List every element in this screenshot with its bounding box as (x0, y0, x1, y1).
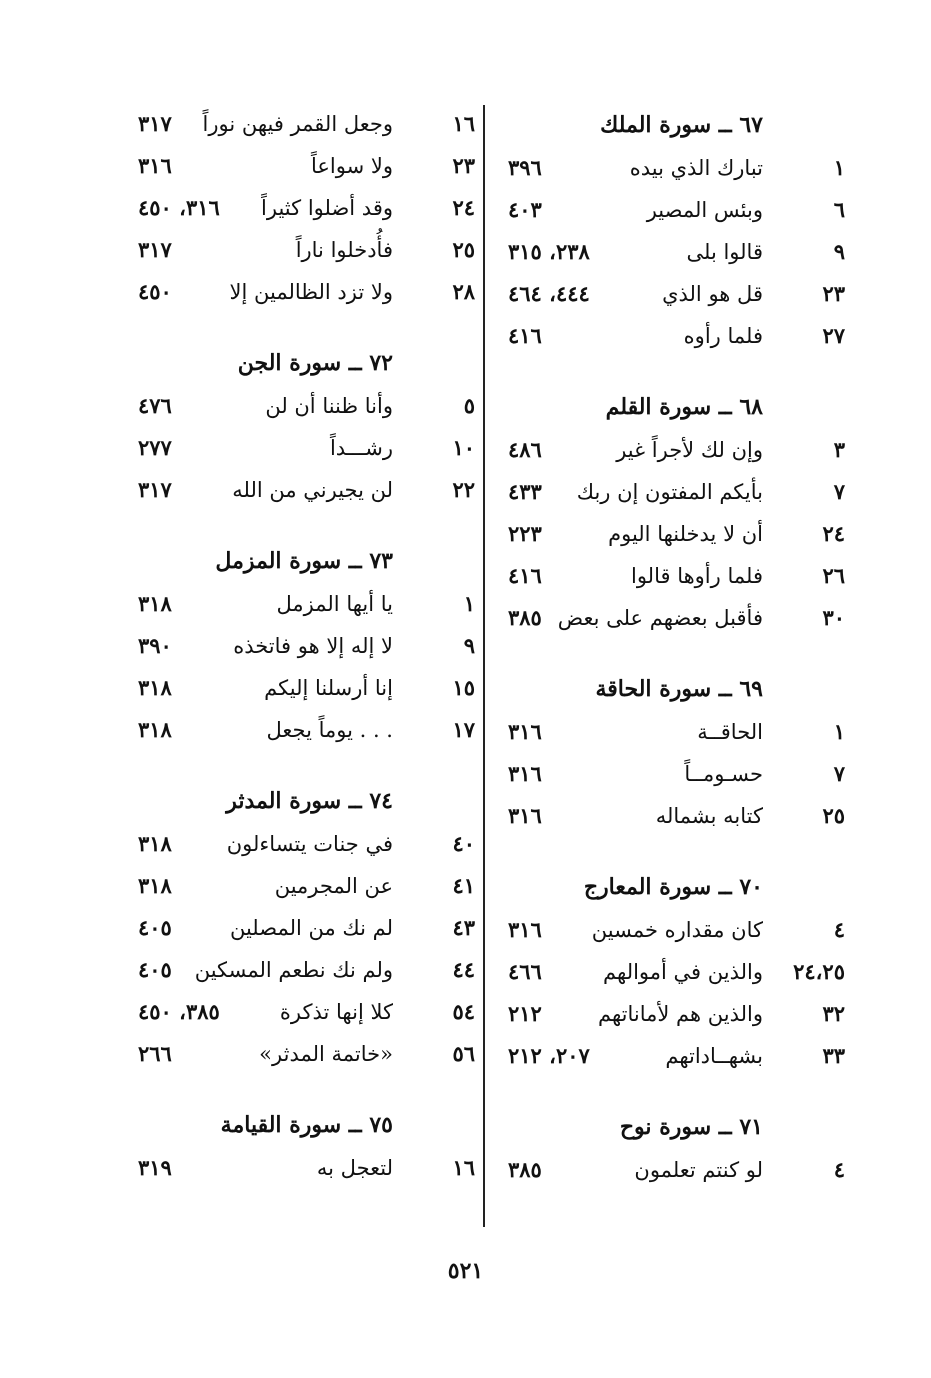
verse-number: ٧ (833, 761, 845, 786)
page-references: ٣١٦ (508, 803, 542, 828)
verse-number: ٢٧ (822, 323, 845, 348)
verse-number: ٢٤ (452, 195, 475, 220)
index-entry (130, 271, 475, 313)
index-entry (130, 949, 475, 991)
surah-title-row (500, 865, 845, 909)
index-entry (130, 907, 475, 949)
index-entry (500, 231, 845, 273)
page-references: ٤٥٠ (138, 279, 172, 304)
verse-number: ٤ (833, 917, 845, 942)
verse-phrase: فأُدخلوا ناراً (295, 238, 393, 262)
page-references: ٢١٢ (508, 1001, 542, 1026)
verse-phrase: ولا تزد الظالمين إلا (229, 280, 393, 304)
verse-number: ٧ (833, 479, 845, 504)
verse-number: ٤٤ (452, 957, 475, 982)
index-entry (130, 991, 475, 1033)
index-entry (130, 625, 475, 667)
page-references: ٣١٨ (138, 717, 172, 742)
index-entry (500, 753, 845, 795)
verse-number: ٣ (833, 437, 845, 462)
verse-number: ٥٤ (452, 999, 475, 1024)
verse-number: ٢٣ (452, 153, 475, 178)
index-entry (500, 1149, 845, 1191)
index-entry (130, 385, 475, 427)
page-references: ٤٤٤، ٤٦٤ (508, 281, 590, 306)
verse-phrase: الحاقــة (697, 720, 763, 744)
verse-number: ٩ (463, 633, 475, 658)
verse-phrase: عن المجرمين (274, 874, 393, 898)
page-references: ٣١٧ (138, 237, 172, 262)
verse-phrase: لو كنتم تعلمون (634, 1158, 763, 1182)
index-entry (500, 597, 845, 639)
index-entry (500, 429, 845, 471)
index-entry (130, 145, 475, 187)
surah-title: ٦٧ ــ سورة الملك (600, 112, 763, 138)
surah-title-row (500, 103, 845, 147)
page-references: ٤٦٦ (508, 959, 542, 984)
surah-section (500, 1077, 845, 1191)
verse-number: ٢٦ (822, 563, 845, 588)
index-entry (500, 513, 845, 555)
page-references: ٣٨٥ (508, 605, 542, 630)
section-spacer (130, 1075, 475, 1103)
index-entry (130, 865, 475, 907)
section-spacer (130, 511, 475, 539)
verse-number: ١٠ (452, 435, 475, 460)
index-entry (130, 187, 475, 229)
page-references: ٣١٩ (138, 1155, 172, 1180)
verse-number: ٤٣ (452, 915, 475, 940)
section-spacer (500, 1077, 845, 1105)
verse-number: ٢٨ (452, 279, 475, 304)
verse-phrase: ولا سواعاً (310, 154, 393, 178)
verse-number: ١ (833, 719, 845, 744)
index-entry (500, 951, 845, 993)
index-entry (500, 993, 845, 1035)
surah-section (500, 103, 845, 357)
verse-number: ٢٣ (822, 281, 845, 306)
page-references: ٤٠٥ (138, 915, 172, 940)
surah-title-row (130, 539, 475, 583)
verse-number: ١ (463, 591, 475, 616)
index-entry (130, 709, 475, 751)
page-references: ٤٨٦ (508, 437, 542, 462)
index-entry (130, 427, 475, 469)
section-spacer (500, 837, 845, 865)
page-references: ٣١٦ (138, 153, 172, 178)
verse-phrase: حسـومــاً (684, 762, 763, 786)
verse-phrase: فلما رأوه (683, 324, 763, 348)
index-entry (500, 147, 845, 189)
surah-section (500, 357, 845, 639)
verse-number: ٥ (463, 393, 475, 418)
index-entry (500, 1035, 845, 1077)
page-references: ٣١٧ (138, 111, 172, 136)
index-entry (130, 229, 475, 271)
surah-title: ٦٨ ــ سورة القلم (605, 394, 763, 420)
verse-phrase: بأيكم المفتون إن ربك (576, 480, 763, 504)
verse-phrase: والذين في أموالهم (603, 960, 763, 984)
page-references: ٣١٧ (138, 477, 172, 502)
surah-title-row (130, 779, 475, 823)
surah-title: ٧٢ ــ سورة الجن (237, 350, 393, 376)
verse-number: ١٦ (452, 111, 475, 136)
verse-number: ٤٠ (452, 831, 475, 856)
page-references: ٣١٦، ٤٥٠ (138, 195, 220, 220)
page-references: ٢٣٨، ٣١٥ (508, 239, 590, 264)
index-entry (130, 1147, 475, 1189)
page-references: ٣١٦ (508, 719, 542, 744)
verse-phrase: لا إله إلا هو فاتخذه (233, 634, 393, 658)
surah-section (500, 837, 845, 1077)
verse-phrase: أن لا يدخلنها اليوم (608, 522, 763, 546)
verse-phrase: بشهــاداتهم (665, 1044, 763, 1068)
surah-title-row (500, 667, 845, 711)
surah-title: ٧٣ ــ سورة المزمل (215, 548, 393, 574)
surah-title: ٦٩ ــ سورة الحاقة (595, 676, 763, 702)
page-references: ٤٠٥ (138, 957, 172, 982)
verse-phrase: والذين هم لأماناتهم (598, 1002, 763, 1026)
index-entry (500, 273, 845, 315)
index-entry (130, 583, 475, 625)
verse-phrase: كان مقداره خمسين (591, 918, 763, 942)
page-references: ٣١٦ (508, 761, 542, 786)
verse-number: ٢٥ (822, 803, 845, 828)
surah-title-row (500, 385, 845, 429)
verse-number: ٢٤ (822, 521, 845, 546)
verse-phrase: . . . يوماً يجعل (266, 718, 393, 742)
verse-number: ١٧ (452, 717, 475, 742)
index-entry (500, 795, 845, 837)
page-references: ٤٠٣ (508, 197, 542, 222)
index-entry (500, 909, 845, 951)
verse-phrase: وإن لك لأجراً غير (616, 438, 763, 462)
verse-phrase: قل هو الذي (662, 282, 763, 306)
surah-section (130, 313, 475, 511)
page-references: ٣٨٥ (508, 1157, 542, 1182)
verse-phrase: وجعل القمر فيهن نوراً (202, 112, 393, 136)
right-column (500, 103, 845, 1191)
verse-number: ٤١ (452, 873, 475, 898)
surah-section (130, 511, 475, 751)
index-entry (500, 555, 845, 597)
verse-number: ٩ (833, 239, 845, 264)
page-references: ٣٩٠ (138, 633, 172, 658)
index-entry (130, 103, 475, 145)
index-entry (500, 315, 845, 357)
page-references: ٢٠٧، ٢١٢ (508, 1043, 590, 1068)
surah-section (130, 103, 475, 313)
index-entry (500, 189, 845, 231)
index-entry (500, 471, 845, 513)
surah-title: ٧٠ ــ سورة المعارج (583, 874, 763, 900)
page-references: ٢٦٦ (138, 1041, 172, 1066)
verse-number: ٦ (833, 197, 845, 222)
surah-section (130, 751, 475, 1075)
page-number: ٥٢١ (447, 1258, 484, 1284)
verse-phrase: في جنات يتساءلون (226, 832, 393, 856)
verse-phrase: يا أيها المزمل (276, 592, 393, 616)
verse-number: ٥٦ (452, 1041, 475, 1066)
verse-number: ١ (833, 155, 845, 180)
verse-number: ٢٥ (452, 237, 475, 262)
verse-phrase: كلا إنها تذكرة (279, 1000, 393, 1024)
page-references: ٢٢٣ (508, 521, 542, 546)
page-references: ٤١٦ (508, 563, 542, 588)
verse-phrase: رشـــداً (329, 436, 393, 460)
verse-phrase: «خاتمة المدثر» (259, 1042, 393, 1066)
surah-section (500, 639, 845, 837)
verse-phrase: فلما رأوها قالوا (631, 564, 763, 588)
column-divider (483, 105, 485, 1227)
verse-number: ١٥ (452, 675, 475, 700)
verse-phrase: قالوا بلى (686, 240, 763, 264)
left-column (130, 103, 475, 1189)
verse-phrase: لم نك من المصلين (229, 916, 393, 940)
verse-phrase: وقد أضلوا كثيراً (261, 196, 393, 220)
verse-phrase: فأقبل بعضهم على بعض (557, 606, 763, 630)
index-entry (130, 823, 475, 865)
page-references: ٢٧٧ (138, 435, 172, 460)
surah-title: ٧٥ ــ سورة القيامة (220, 1112, 393, 1138)
verse-number: ١٦ (452, 1155, 475, 1180)
verse-phrase: وأنا ظننا أن لن (265, 394, 393, 418)
page-references: ٣١٨ (138, 675, 172, 700)
index-entry (500, 711, 845, 753)
index-entry (130, 469, 475, 511)
page-references: ٣١٨ (138, 591, 172, 616)
section-spacer (130, 751, 475, 779)
surah-title: ٧٤ ــ سورة المدثر (226, 788, 393, 814)
verse-phrase: إنا أرسلنا إليكم (264, 676, 393, 700)
verse-number: ٢٢ (452, 477, 475, 502)
page-references: ٤٣٣ (508, 479, 542, 504)
page-references: ٤٧٦ (138, 393, 172, 418)
page-references: ٣١٦ (508, 917, 542, 942)
verse-phrase: كتابه بشماله (655, 804, 763, 828)
section-spacer (130, 313, 475, 341)
verse-phrase: ولم نك نطعم المسكين (194, 958, 393, 982)
index-entry (130, 1033, 475, 1075)
page-references: ٤١٦ (508, 323, 542, 348)
verse-phrase: وبئس المصير (646, 198, 763, 222)
verse-number: ٣٢ (822, 1001, 845, 1026)
page-references: ٣٨٥، ٤٥٠ (138, 999, 220, 1024)
surah-title-row (130, 341, 475, 385)
verse-phrase: تبارك الذي بيده (629, 156, 763, 180)
page-references: ٣٩٦ (508, 155, 542, 180)
section-spacer (500, 639, 845, 667)
index-entry (130, 667, 475, 709)
verse-phrase: لتعجل به (316, 1156, 393, 1180)
surah-title: ٧١ ــ سورة نوح (619, 1114, 763, 1140)
verse-number: ٣٠ (822, 605, 845, 630)
page-references: ٣١٨ (138, 873, 172, 898)
section-spacer (500, 357, 845, 385)
verse-number: ٢٤،٢٥ (793, 959, 845, 984)
surah-section (130, 1075, 475, 1189)
verse-number: ٤ (833, 1157, 845, 1182)
verse-number: ٣٣ (822, 1043, 845, 1068)
surah-title-row (130, 1103, 475, 1147)
surah-title-row (500, 1105, 845, 1149)
verse-phrase: لن يجيرني من الله (232, 478, 393, 502)
page-references: ٣١٨ (138, 831, 172, 856)
